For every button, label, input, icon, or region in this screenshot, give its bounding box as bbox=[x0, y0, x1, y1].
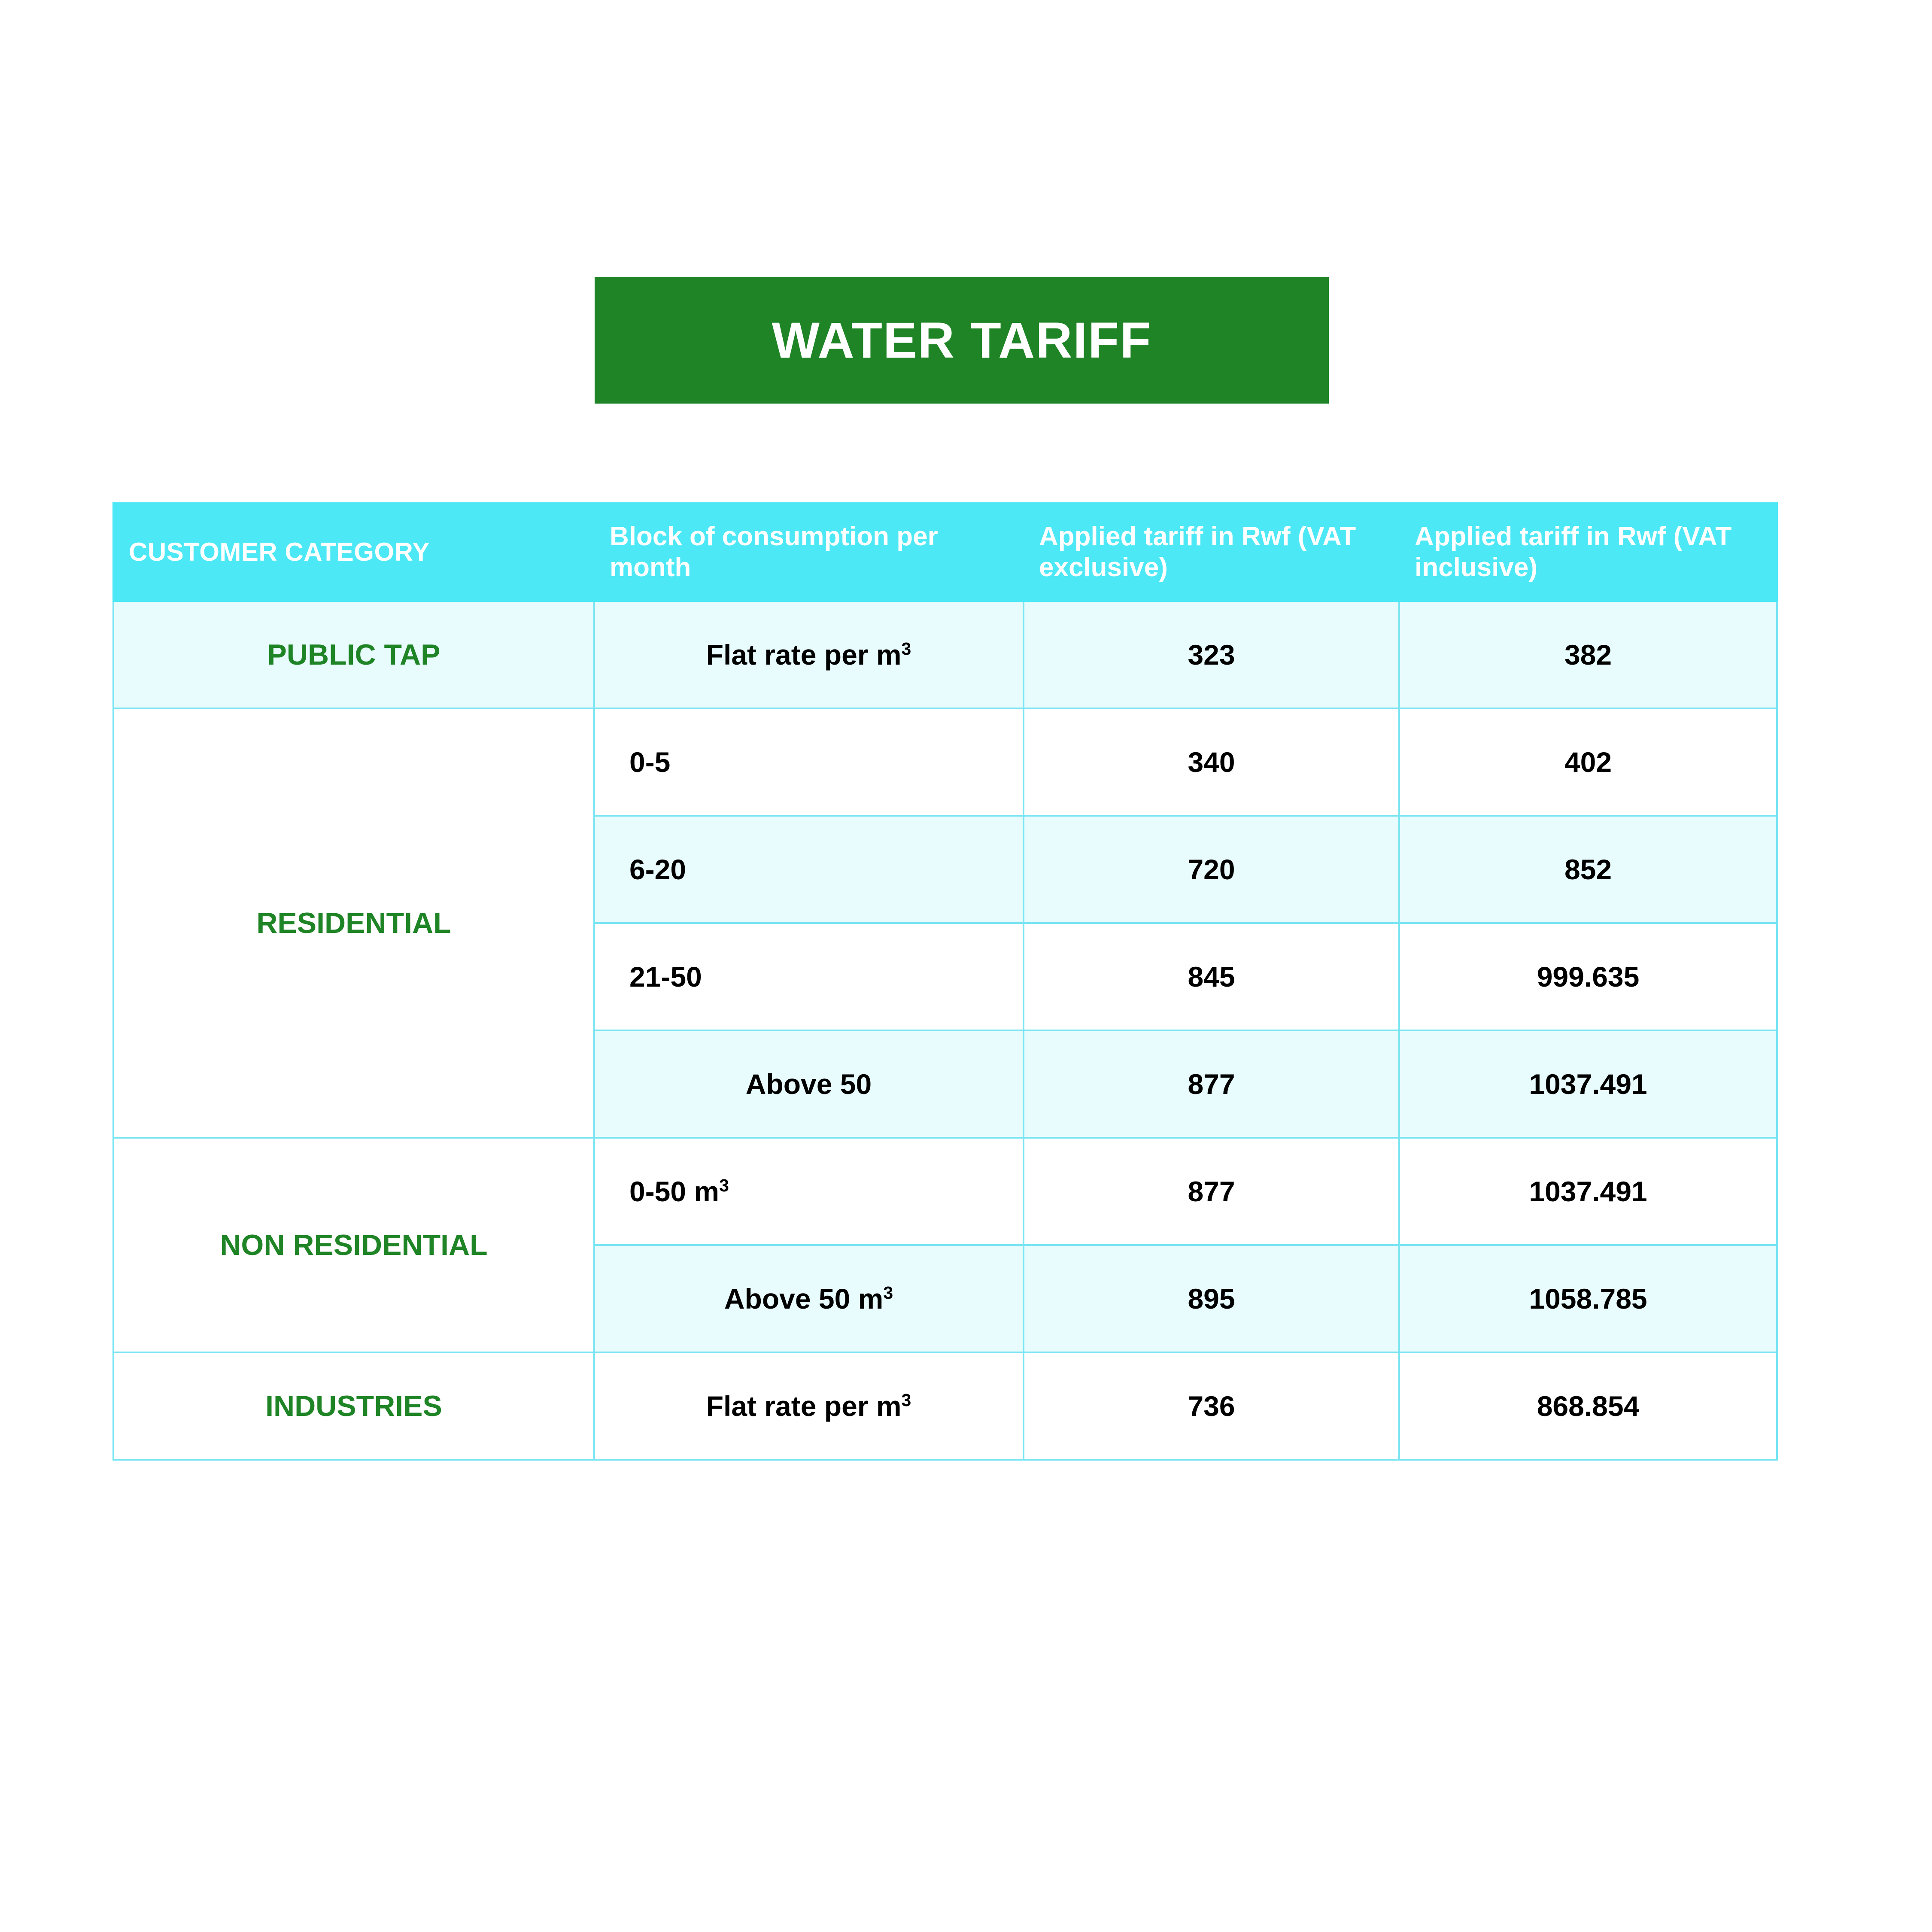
cell-vat-exclusive: 877 bbox=[1024, 1138, 1399, 1245]
cell-vat-exclusive: 845 bbox=[1024, 923, 1399, 1030]
block-label: Flat rate per m bbox=[706, 638, 902, 671]
cell-block-residential-above-50: Above 50 bbox=[594, 1030, 1024, 1138]
page-title: WATER TARIFF bbox=[772, 312, 1152, 369]
superscript-3: 3 bbox=[883, 1282, 893, 1303]
cell-vat-inclusive: 402 bbox=[1399, 708, 1777, 816]
block-label: Above 50 m bbox=[724, 1282, 884, 1315]
cell-category-industries: INDUSTRIES bbox=[113, 1352, 594, 1460]
cell-vat-exclusive: 323 bbox=[1024, 601, 1399, 708]
cell-block-residential-6-20: 6-20 bbox=[594, 816, 1024, 923]
cell-vat-exclusive: 877 bbox=[1024, 1030, 1399, 1138]
cell-category-residential: RESIDENTIAL bbox=[113, 708, 594, 1138]
superscript-3: 3 bbox=[901, 1390, 911, 1410]
cell-block-residential-21-50: 21-50 bbox=[594, 923, 1024, 1030]
cell-vat-exclusive: 736 bbox=[1024, 1352, 1399, 1460]
block-label: 0-50 m bbox=[629, 1175, 720, 1207]
cell-vat-inclusive: 868.854 bbox=[1399, 1352, 1777, 1460]
superscript-3: 3 bbox=[901, 638, 911, 659]
cell-vat-exclusive: 340 bbox=[1024, 708, 1399, 816]
cell-vat-inclusive: 382 bbox=[1399, 601, 1777, 708]
cell-vat-exclusive: 720 bbox=[1024, 816, 1399, 923]
cell-vat-inclusive: 852 bbox=[1399, 816, 1777, 923]
cell-vat-exclusive: 895 bbox=[1024, 1245, 1399, 1352]
cell-block-non-residential-0-50 bbox=[594, 1138, 1024, 1245]
cell-category-public-tap: PUBLIC TAP bbox=[113, 601, 594, 708]
superscript-3: 3 bbox=[719, 1175, 729, 1195]
cell-block-industries bbox=[594, 1352, 1024, 1460]
column-header-customer-category: CUSTOMER CATEGORY bbox=[113, 503, 594, 601]
table-row bbox=[113, 1138, 1777, 1245]
column-header-tariff-vat-inclusive: Applied tariff in Rwf (VAT inclusive) bbox=[1399, 503, 1777, 601]
cell-block-public-tap bbox=[594, 601, 1024, 708]
cell-block-residential-0-5: 0-5 bbox=[594, 708, 1024, 816]
cell-vat-inclusive: 1058.785 bbox=[1399, 1245, 1777, 1352]
table-header-row bbox=[113, 503, 1777, 601]
water-tariff-table bbox=[112, 502, 1778, 1461]
block-label: Flat rate per m bbox=[706, 1390, 902, 1422]
cell-vat-inclusive: 1037.491 bbox=[1399, 1030, 1777, 1138]
table-row bbox=[113, 1352, 1777, 1460]
cell-category-non-residential: NON RESIDENTIAL bbox=[113, 1138, 594, 1352]
column-header-tariff-vat-exclusive: Applied tariff in Rwf (VAT exclusive) bbox=[1024, 503, 1399, 601]
cell-vat-inclusive: 1037.491 bbox=[1399, 1138, 1777, 1245]
table-row bbox=[113, 708, 1777, 816]
page-title-banner bbox=[595, 277, 1329, 404]
cell-vat-inclusive: 999.635 bbox=[1399, 923, 1777, 1030]
table-row bbox=[113, 601, 1777, 708]
column-header-block-of-consumption: Block of consumption per month bbox=[594, 503, 1024, 601]
cell-block-non-residential-above-50 bbox=[594, 1245, 1024, 1352]
